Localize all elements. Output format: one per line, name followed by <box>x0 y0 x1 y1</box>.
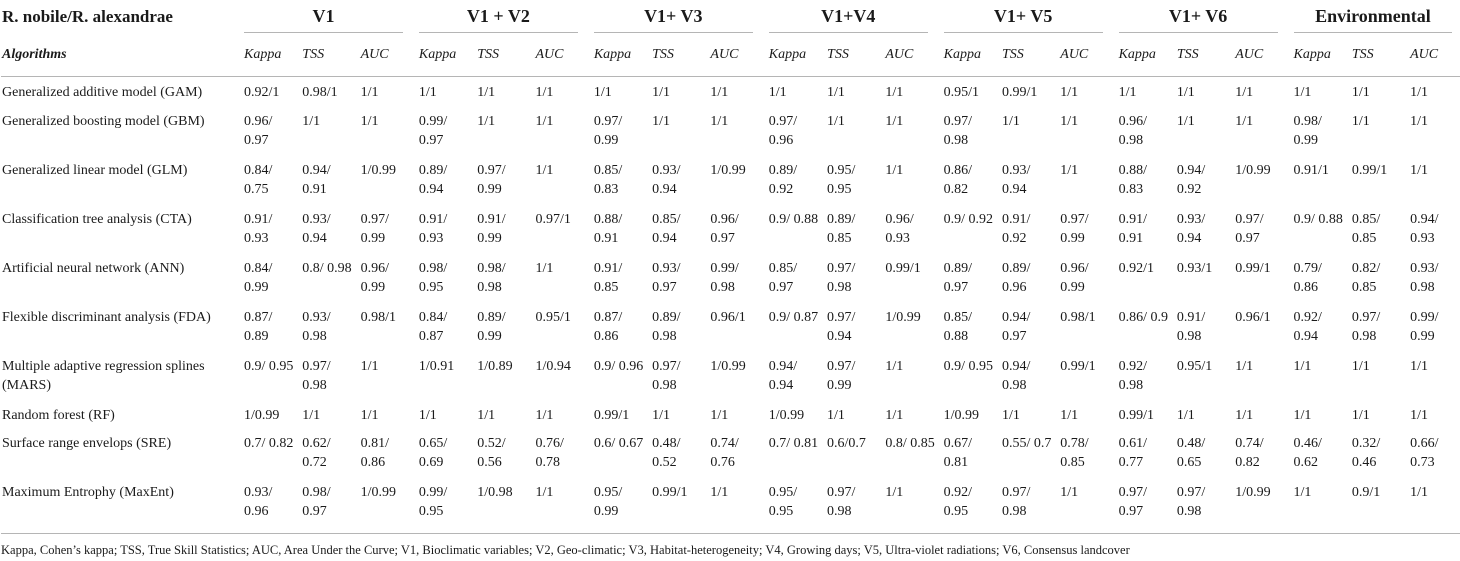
metric-value: 0.61/ 0.77 <box>1118 435 1147 470</box>
metric-value: 0.66/ 0.73 <box>1410 435 1439 470</box>
metric-value: 1/1 <box>535 407 554 423</box>
metric-value: 1/1 <box>1351 113 1370 129</box>
metric-value: 0.93/ 0.94 <box>302 211 331 246</box>
metric-value: 1/0.99 <box>1235 162 1271 178</box>
metric-value: 1/1 <box>768 85 787 100</box>
metric-value: 1/1 <box>1060 407 1079 423</box>
metric-value: 1/0.99 <box>244 407 280 423</box>
metric-value: 0.93/ 0.94 <box>1176 211 1206 246</box>
metric-value: 0.67/ 0.81 <box>943 435 973 470</box>
metric-value: 0.94/ 0.98 <box>1001 358 1031 393</box>
model-performance-table <box>1 0 1460 534</box>
metric-value: 0.85/ 0.85 <box>1351 211 1381 246</box>
metric-value: 0.86/ 0.9 <box>1118 309 1168 325</box>
metric-value: 0.7/ 0.81 <box>768 435 819 451</box>
metric-value: 1/1 <box>302 113 321 129</box>
group-header-label: V1 + V2 <box>466 6 530 26</box>
metric-value: 0.82/ 0.85 <box>1351 260 1381 295</box>
metric-value: 0.96/ 0.98 <box>1118 113 1147 148</box>
metric-value: 0.91/ 0.93 <box>244 211 273 246</box>
metric-value: 0.96/ 0.97 <box>710 211 739 246</box>
metric-value: 1/1 <box>1176 85 1195 100</box>
algorithm-name: Maximum Entrophy (MaxEnt) <box>1 477 236 534</box>
metric-value: 0.94/ 0.94 <box>768 358 798 393</box>
metric-value: 0.98/1 <box>1060 309 1096 325</box>
metric-value: 1/1 <box>1235 113 1254 129</box>
metric-value: 0.79/ 0.86 <box>1293 260 1322 295</box>
metric-value: 0.99/1 <box>885 260 921 276</box>
metric-value: 1/1 <box>1286 477 1344 534</box>
metric-value: 1/1 <box>877 477 935 534</box>
metric-header: AUC <box>702 33 760 77</box>
metric-value: 1/1 <box>1060 162 1079 178</box>
metric-value: 1/1 <box>360 407 379 423</box>
metric-value: 0.94/ 0.97 <box>1001 309 1031 344</box>
metric-value: 0.97/ 0.99 <box>593 113 623 148</box>
metric-value: 0.98/1 <box>360 309 396 325</box>
metric-value: 1/1 <box>652 407 671 423</box>
metric-value: 0.92/ 0.95 <box>936 477 994 534</box>
algorithm-name: Generalized additive model (GAM) <box>2 85 203 100</box>
metric-header: Kappa <box>1111 33 1169 77</box>
metric-header: TSS <box>1169 33 1227 77</box>
metric-value: 0.91/ 0.99 <box>477 211 506 246</box>
metric-value: 0.91/ 0.93 <box>418 211 448 246</box>
metric-value: 0.99/1 <box>644 477 702 534</box>
metric-value: 1/1 <box>885 407 904 423</box>
metric-value: 1/1 <box>535 260 554 276</box>
group-header <box>411 0 586 33</box>
metric-value: 1/1 <box>1001 407 1020 423</box>
metric-value: 1/1 <box>710 113 729 129</box>
metric-value: 1/1 <box>885 113 904 129</box>
metric-value: 1/1 <box>418 85 437 100</box>
metric-value: 0.7/ 0.82 <box>244 435 294 451</box>
metric-value: 0.94/ 0.91 <box>302 162 331 197</box>
metric-value: 1/1 <box>418 407 437 423</box>
metric-value: 1/1 <box>1351 85 1370 100</box>
metric-value: 1/0.89 <box>477 358 513 374</box>
metric-value: 0.86/ 0.82 <box>943 162 973 197</box>
metric-value: 1/1 <box>593 85 612 100</box>
metric-value: 0.74/ 0.82 <box>1235 435 1264 470</box>
metric-value: 0.94/ 0.92 <box>1176 162 1206 197</box>
metric-value: 0.6/ 0.67 <box>593 435 644 451</box>
algorithm-name: Classification tree analysis (CTA) <box>2 211 192 227</box>
table-row <box>1 253 1460 302</box>
metric-value: 0.84/ 0.87 <box>418 309 448 344</box>
metric-value: 1/0.99 <box>885 309 921 325</box>
group-header <box>761 0 936 33</box>
metric-value: 0.55/ 0.7 <box>1001 435 1052 451</box>
metric-value: 0.97/ 0.98 <box>652 358 681 393</box>
metric-value: 1/1 <box>1410 85 1428 100</box>
metric-value: 0.32/ 0.46 <box>1351 435 1381 470</box>
metric-value: 1/1 <box>702 477 760 534</box>
metric-value: 1/0.99 <box>943 407 980 423</box>
metric-value: 1/1 <box>827 85 845 100</box>
metric-value: 0.97/ 0.98 <box>302 358 331 393</box>
metric-value: 0.93/ 0.98 <box>1410 260 1439 295</box>
metric-value: 0.88/ 0.91 <box>593 211 623 246</box>
metric-value: 1/1 <box>535 162 554 178</box>
metric-value: 1/1 <box>477 113 496 129</box>
group-header <box>236 0 411 33</box>
group-underline <box>1119 32 1278 33</box>
metric-value: 1/1 <box>885 85 904 100</box>
metric-value: 0.62/ 0.72 <box>302 435 331 470</box>
group-underline <box>944 32 1103 33</box>
group-underline <box>594 32 753 33</box>
metric-value: 1/1 <box>360 113 379 129</box>
metric-value: 0.52/ 0.56 <box>477 435 506 470</box>
metric-value: 0.99/1 <box>1001 85 1038 100</box>
table-row <box>1 477 1460 534</box>
metric-value: 1/1 <box>1410 162 1428 178</box>
metric-header: Kappa <box>1286 33 1344 77</box>
metric-value: 0.97/1 <box>535 211 571 227</box>
metric-header-row <box>1 33 1460 77</box>
table-row <box>1 155 1460 204</box>
table-row <box>1 428 1460 477</box>
group-header <box>1286 0 1460 33</box>
metric-header: TSS <box>644 33 702 77</box>
algorithm-name: Surface range envelops (SRE) <box>2 435 172 451</box>
metric-value: 0.91/ 0.85 <box>593 260 623 295</box>
group-header <box>586 0 761 33</box>
metric-header: AUC <box>877 33 935 77</box>
metric-value: 1/1 <box>885 162 904 178</box>
metric-value: 0.97/ 0.96 <box>768 113 798 148</box>
metric-value: 0.89/ 0.94 <box>418 162 448 197</box>
metric-value: 0.89/ 0.85 <box>827 211 856 246</box>
metric-value: 1/1 <box>1410 113 1428 129</box>
group-underline <box>244 32 403 33</box>
metric-value: 0.96/ 0.93 <box>885 211 914 246</box>
metric-value: 0.93/ 0.97 <box>652 260 681 295</box>
metric-value: 1/0.91 <box>418 358 455 374</box>
metric-value: 0.98/ 0.97 <box>294 477 352 534</box>
group-header-label: V1+ V3 <box>644 6 703 26</box>
metric-value: 1/1 <box>1060 85 1079 100</box>
metric-value: 0.6/0.7 <box>827 435 866 451</box>
metric-value: 0.78/ 0.85 <box>1060 435 1089 470</box>
metric-value: 0.98/ 0.95 <box>418 260 448 295</box>
metric-value: 1/0.99 <box>1227 477 1285 534</box>
metric-value: 1/1 <box>302 407 321 423</box>
metric-value: 0.85/ 0.83 <box>593 162 623 197</box>
metric-value: 0.99/ 0.97 <box>418 113 448 148</box>
metric-value: 0.97/ 0.98 <box>994 477 1052 534</box>
metric-value: 1/0.94 <box>535 358 571 374</box>
metric-value: 0.95/ 0.99 <box>586 477 644 534</box>
metric-value: 1/1 <box>477 407 496 423</box>
table-row <box>1 204 1460 253</box>
metric-value: 0.76/ 0.78 <box>535 435 564 470</box>
algorithm-name: Generalized boosting model (GBM) <box>2 113 205 129</box>
metric-value: 0.65/ 0.69 <box>418 435 448 470</box>
metric-header: Kappa <box>936 33 994 77</box>
metric-value: 0.99/1 <box>1235 260 1271 276</box>
metric-value: 0.95/1 <box>1176 358 1213 374</box>
metric-value: 0.89/ 0.97 <box>943 260 973 295</box>
group-header <box>936 0 1111 33</box>
metric-value: 1/1 <box>710 85 729 100</box>
metric-value: 0.99/1 <box>593 407 630 423</box>
group-header-label: Environmental <box>1315 6 1431 26</box>
metric-value: 0.8/ 0.98 <box>302 260 352 276</box>
metric-value: 1/0.99 <box>360 162 396 178</box>
metric-value: 0.97/ 0.98 <box>1169 477 1227 534</box>
metric-value: 0.93/ 0.96 <box>236 477 294 534</box>
metric-value: 0.97/ 0.99 <box>827 358 856 393</box>
metric-value: 0.85/ 0.94 <box>652 211 681 246</box>
metric-value: 1/1 <box>1235 407 1254 423</box>
metric-header: TSS <box>994 33 1052 77</box>
metric-value: 0.84/ 0.99 <box>244 260 273 295</box>
metric-value: 0.91/ 0.91 <box>1118 211 1147 246</box>
table-row <box>1 302 1460 351</box>
metric-value: 1/1 <box>1176 407 1195 423</box>
metric-value: 0.87/ 0.86 <box>593 309 623 344</box>
table-title: R. nobile/R. alexandrae <box>2 6 173 26</box>
metric-value: 0.48/ 0.52 <box>652 435 681 470</box>
metric-value: 1/0.99 <box>768 407 805 423</box>
algorithm-name: Flexible discriminant analysis (FDA) <box>2 309 211 325</box>
metric-value: 0.99/1 <box>1351 162 1388 178</box>
metric-value: 0.97/ 0.98 <box>819 477 877 534</box>
metric-value: 1/1 <box>1052 477 1110 534</box>
algorithm-name: Artificial neural network (ANN) <box>2 260 185 276</box>
table-footnote: Kappa, Cohen’s kappa; TSS, True Skill Statistics; AUC, Area Under the Curve; V1, Bioclimatic variables; V2, Geo-climatic; V3, Habitat-heterogeneity; V4, Growing days; V5, Ultra-violet radiations; V6, Consensus landcover <box>1 543 1130 557</box>
metric-value: 1/1 <box>1060 113 1079 129</box>
group-header-label: V1+V4 <box>821 6 876 26</box>
metric-value: 0.96/ 0.99 <box>360 260 389 295</box>
metric-value: 0.89/ 0.92 <box>768 162 798 197</box>
metric-value: 0.9/ 0.87 <box>768 309 819 325</box>
group-header-label: V1+ V6 <box>1168 6 1228 26</box>
metric-value: 0.96/1 <box>1235 309 1271 325</box>
metric-value: 1/1 <box>535 85 554 100</box>
metric-header: AUC <box>1052 33 1110 77</box>
metric-value: 0.96/ 0.99 <box>1060 260 1089 295</box>
metric-value: 1/1 <box>1293 85 1312 100</box>
metric-value: 0.97/ 0.99 <box>477 162 506 197</box>
metric-value: 0.46/ 0.62 <box>1293 435 1322 470</box>
metric-value: 0.9/ 0.95 <box>244 358 294 374</box>
metric-value: 0.9/ 0.88 <box>1293 211 1343 227</box>
metric-value: 1/1 <box>360 358 379 374</box>
metric-value: 1/1 <box>477 85 496 100</box>
metric-header: AUC <box>353 33 411 77</box>
metric-value: 1/1 <box>652 85 671 100</box>
metric-value: 0.97/ 0.99 <box>360 211 389 246</box>
metric-value: 0.99/ 0.98 <box>710 260 739 295</box>
group-underline <box>419 32 578 33</box>
group-header-label: V1 <box>312 6 335 26</box>
metric-value: 0.98/ 0.99 <box>1293 113 1322 148</box>
metric-value: 0.89/ 0.98 <box>652 309 681 344</box>
metric-value: 0.95/1 <box>943 85 980 100</box>
metric-value: 0.84/ 0.75 <box>244 162 273 197</box>
metric-value: 0.89/ 0.96 <box>1001 260 1031 295</box>
metric-value: 0.81/ 0.86 <box>360 435 389 470</box>
metric-header: Kappa <box>761 33 819 77</box>
metric-value: 0.89/ 0.99 <box>477 309 506 344</box>
metric-value: 1/1 <box>1001 113 1020 129</box>
metric-value: 0.94/ 0.93 <box>1410 211 1439 246</box>
metric-value: 1/1 <box>360 85 379 100</box>
metric-value: 1/1 <box>710 407 729 423</box>
metric-value: 0.9/ 0.95 <box>943 358 994 374</box>
algorithms-header: Algorithms <box>1 33 236 77</box>
metric-value: 0.99/ 0.95 <box>411 477 469 534</box>
metric-value: 1/1 <box>1293 358 1312 374</box>
group-underline <box>769 32 928 33</box>
table-body <box>1 77 1460 534</box>
metric-value: 1/1 <box>1293 407 1312 423</box>
metric-value: 1/1 <box>1235 85 1254 100</box>
metric-value: 1/1 <box>1118 85 1137 100</box>
metric-value: 0.91/1 <box>1293 162 1329 178</box>
metric-value: 0.92/1 <box>244 85 280 100</box>
group-underline <box>1294 32 1453 33</box>
algorithm-name: Generalized linear model (GLM) <box>2 162 188 178</box>
metric-value: 0.88/ 0.83 <box>1118 162 1147 197</box>
metric-value: 0.9/ 0.92 <box>943 211 994 227</box>
metric-value: 0.98/1 <box>302 85 338 100</box>
metric-value: 1/0.98 <box>469 477 527 534</box>
metric-header: Kappa <box>411 33 469 77</box>
metric-value: 1/1 <box>1410 407 1428 423</box>
metric-value: 0.91/ 0.98 <box>1176 309 1206 344</box>
metric-value: 0.98/ 0.98 <box>477 260 506 295</box>
metric-value: 0.97/ 0.97 <box>1111 477 1169 534</box>
metric-value: 0.9/ 0.88 <box>768 211 819 227</box>
metric-value: 1/0.99 <box>710 162 746 178</box>
algorithm-name: Random forest (RF) <box>2 407 115 423</box>
metric-value: 0.93/1 <box>1176 260 1213 276</box>
group-header-label: V1+ V5 <box>993 6 1053 26</box>
metric-value: 0.97/ 0.98 <box>943 113 973 148</box>
metric-value: 0.87/ 0.89 <box>244 309 273 344</box>
metric-value: 0.92/ 0.94 <box>1293 309 1322 344</box>
metric-value: 0.74/ 0.76 <box>710 435 739 470</box>
metric-value: 0.96/ 0.97 <box>244 113 273 148</box>
metric-header: Kappa <box>586 33 644 77</box>
metric-value: 0.91/ 0.92 <box>1001 211 1031 246</box>
metric-value: 0.97/ 0.97 <box>1235 211 1264 246</box>
metric-header: TSS <box>469 33 527 77</box>
metric-value: 1/1 <box>827 407 845 423</box>
metric-header: Kappa <box>236 33 294 77</box>
metric-header: TSS <box>1344 33 1402 77</box>
metric-value: 1/0.99 <box>353 477 411 534</box>
metric-value: 1/1 <box>1351 358 1370 374</box>
table-row <box>1 351 1460 400</box>
metric-value: 1/1 <box>652 113 671 129</box>
metric-value: 1/1 <box>528 477 586 534</box>
metric-value: 1/0.99 <box>710 358 746 374</box>
metric-value: 0.48/ 0.65 <box>1176 435 1206 470</box>
metric-value: 0.9/ 0.96 <box>593 358 644 374</box>
metric-value: 0.99/1 <box>1118 407 1154 423</box>
metric-value: 0.8/ 0.85 <box>885 435 935 451</box>
metric-value: 0.99/ 0.99 <box>1410 309 1439 344</box>
metric-value: 0.9/1 <box>1344 477 1402 534</box>
metric-value: 1/1 <box>1410 358 1428 374</box>
metric-header: TSS <box>294 33 352 77</box>
metric-value: 0.92/1 <box>1118 260 1154 276</box>
metric-header: AUC <box>528 33 586 77</box>
metric-value: 1/1 <box>1402 477 1460 534</box>
metric-value: 0.99/1 <box>1060 358 1096 374</box>
group-header <box>1111 0 1286 33</box>
metric-value: 0.93/ 0.98 <box>302 309 331 344</box>
metric-value: 1/1 <box>1351 407 1370 423</box>
group-header-row <box>1 0 1460 33</box>
metric-value: 1/1 <box>1176 113 1195 129</box>
table-row <box>1 400 1460 428</box>
metric-value: 0.95/1 <box>535 309 571 325</box>
metric-value: 0.97/ 0.98 <box>1351 309 1381 344</box>
metric-value: 0.96/1 <box>710 309 746 325</box>
metric-value: 0.93/ 0.94 <box>652 162 681 197</box>
metric-value: 0.93/ 0.94 <box>1001 162 1031 197</box>
metric-value: 0.97/ 0.99 <box>1060 211 1089 246</box>
table-row <box>1 106 1460 155</box>
metric-value: 0.97/ 0.98 <box>827 260 856 295</box>
metric-value: 0.92/ 0.98 <box>1118 358 1147 393</box>
algorithm-name: Multiple adaptive regression splines (MARS) <box>2 358 205 393</box>
metric-value: 0.97/ 0.94 <box>827 309 856 344</box>
metric-header: AUC <box>1402 33 1460 77</box>
metric-value: 1/1 <box>535 113 554 129</box>
table-row <box>1 77 1460 106</box>
metric-value: 0.95/ 0.95 <box>827 162 856 197</box>
metric-value: 0.85/ 0.97 <box>768 260 798 295</box>
metric-header: TSS <box>819 33 877 77</box>
metric-value: 1/1 <box>827 113 845 129</box>
metric-value: 1/1 <box>885 358 904 374</box>
metric-value: 0.95/ 0.95 <box>761 477 819 534</box>
metric-value: 0.85/ 0.88 <box>943 309 973 344</box>
metric-header: AUC <box>1227 33 1285 77</box>
metric-value: 1/1 <box>1235 358 1254 374</box>
